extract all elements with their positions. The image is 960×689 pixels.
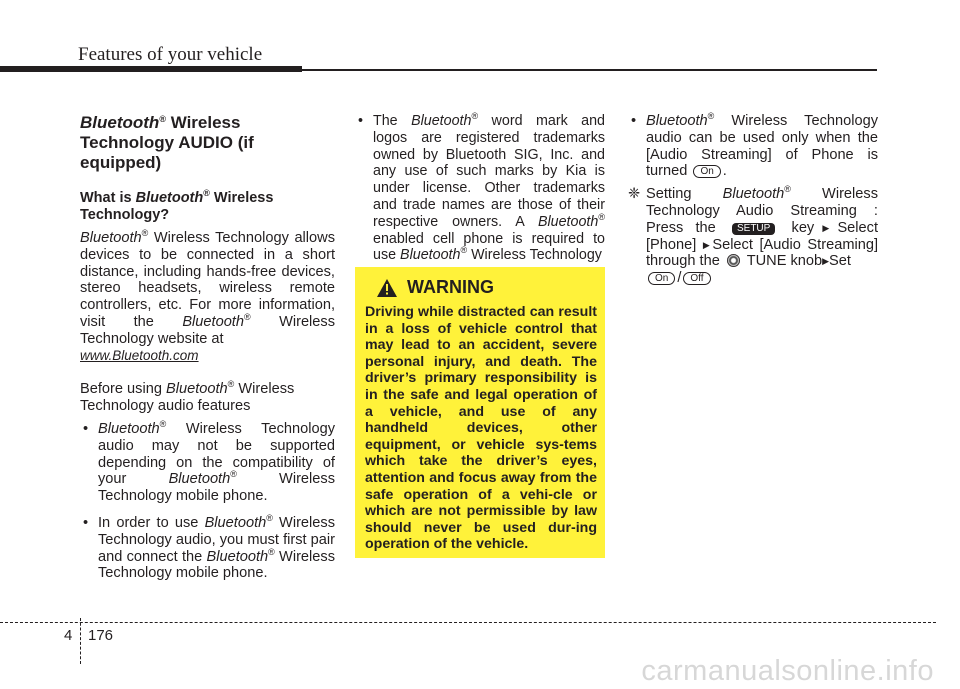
period: . (722, 163, 727, 180)
reference-mark: ❈ (628, 186, 641, 203)
section-title-text: Wireless Technology AUDIO (if equipped) (80, 113, 254, 172)
reg-mark: ® (159, 418, 167, 429)
bullet-pairing (80, 512, 336, 582)
reg-mark: ® (784, 184, 791, 195)
setting-prefix: Setting (646, 186, 723, 203)
warning-box (355, 267, 605, 558)
reg-mark: ® (598, 211, 605, 222)
bullet2-text: Wireless Technology audio, you must first pair and connect the (98, 514, 335, 565)
key-label: key (779, 219, 815, 236)
brand-name: Bluetooth (166, 381, 228, 398)
setting-text: Wireless Technology Audio Streaming : Press the (646, 186, 878, 236)
brand-name: Bluetooth (135, 190, 204, 206)
before-rest: Wireless Technology audio features (80, 381, 295, 415)
arrow-right-icon: ▶ (814, 222, 838, 233)
header-rule (302, 69, 877, 71)
reg-mark: ® (460, 245, 468, 256)
before-prefix: Before using (80, 381, 166, 398)
trademark-tail: Wireless Technology (467, 247, 602, 264)
warning-text: Driving while distracted can result in a loss of vehicle control that may lead to an accident, severe personal injury, and death. The driver’s primary responsibility is in the safe and legal operation of a vehicle, and use of any handheld devices, other equipment, or vehicle sys-tems which take the driver’s eyes, attention and focus away from the safe operation of a vehi-cle or which are not permissible by law should never be used dur-ing operation of the vehicle. (365, 304, 597, 553)
brand-name: Bluetooth (182, 313, 244, 330)
reg-mark: ® (159, 114, 166, 124)
reg-mark: ® (471, 111, 479, 121)
brand-name: Bluetooth (168, 471, 231, 488)
brand-name: Bluetooth (400, 247, 461, 264)
brand-name: Bluetooth (204, 514, 267, 531)
bullet-audio-streaming (628, 113, 878, 180)
what-is-prefix: What is (80, 190, 136, 206)
right-column (628, 113, 878, 287)
reg-mark: ® (243, 311, 251, 322)
bullet2-tail: Wireless Technology mobile phone. (98, 548, 336, 582)
arrow-right-icon: ▶ (822, 256, 830, 267)
bullet-trademark (355, 113, 605, 264)
before-using-paragraph (80, 381, 335, 415)
chapter-number: 4 (64, 627, 73, 644)
bullet-compatibility (80, 418, 335, 505)
trademark-text: word mark and logos are registered trademarks owned by Bluetooth SIG, Inc. and any use of such marks by Kia is under license. Other trademarks and trade names are those of their respective owners. A (373, 113, 606, 230)
brand-name: Bluetooth (98, 420, 160, 437)
section-title (80, 113, 335, 173)
trademark-prefix: The (373, 113, 412, 129)
reg-mark: ® (230, 469, 237, 480)
bullet2-prefix: In order to use (98, 514, 205, 531)
reg-mark: ® (141, 228, 149, 238)
page-separator (80, 618, 81, 664)
audio-streaming-text: Wireless Technology audio can be used only when the [Audio Streaming] of Phone is turned (646, 113, 878, 180)
intro-paragraph (80, 230, 335, 364)
watermark: carmanualsonline.info (641, 655, 934, 687)
what-is-heading (80, 190, 335, 224)
bullet1-text: Wireless Technology audio may not be supported depending on the compatibility of your (98, 420, 335, 488)
on-button[interactable]: On (693, 165, 720, 178)
off-option-button[interactable]: Off (683, 272, 710, 285)
intro-text: Wireless Technology allows devices to be connected in a short distance, including hands-free devices, stereo headsets, wireless remote controllers, etc. For more information, visit the (80, 230, 335, 330)
what-is-rest: Wireless Technology? (80, 190, 274, 223)
reg-mark: ® (227, 379, 235, 390)
brand-name: Bluetooth (722, 186, 785, 203)
brand-name: Bluetooth (537, 213, 599, 230)
setup-key-button[interactable]: SETUP (732, 223, 775, 235)
brand-name: Bluetooth (206, 548, 269, 565)
header-bar (0, 66, 302, 72)
page-number: 176 (88, 627, 114, 644)
middle-column (355, 113, 605, 274)
left-column (80, 113, 335, 592)
tune-knob-label: TUNE knob (742, 253, 823, 270)
reg-mark: ® (203, 188, 210, 198)
on-option-button[interactable]: On (648, 272, 675, 285)
footer-rule (0, 622, 936, 623)
tune-knob-icon (727, 254, 740, 267)
reg-mark: ® (266, 512, 273, 523)
select-audio-streaming: Select [Audio Streaming] through the (646, 236, 878, 270)
warning-title: WARNING (407, 277, 494, 297)
website-link[interactable]: www.Bluetooth.com (80, 347, 199, 363)
reg-mark: ® (268, 546, 275, 557)
brand-name: Bluetooth (80, 230, 142, 246)
arrow-right-icon: ▶ (702, 239, 713, 250)
brand-name: Bluetooth (411, 113, 472, 129)
set-label: Set (829, 253, 851, 270)
reg-mark: ® (707, 111, 715, 121)
warning-triangle-icon (377, 279, 397, 297)
setting-instructions: ❈ Setting Bluetooth® Wireless Technology Audio Streaming : Press the SETUP key▶Select [Phone] ▶Select [Audio Streaming] through the TUNE knob▶Set On / Off (628, 184, 878, 287)
trademark-text-2: enabled cell phone is required to use (373, 230, 605, 264)
intro-tail: Wireless Technology website at (80, 313, 336, 347)
bullet1-tail: Wireless Technology mobile phone. (98, 471, 335, 505)
select-phone: Select [Phone] (646, 219, 878, 253)
section-title-brand: Bluetooth (80, 113, 160, 132)
warning-header (377, 277, 597, 298)
page-header-title: Features of your vehicle (78, 44, 263, 65)
brand-name: Bluetooth (646, 113, 708, 129)
